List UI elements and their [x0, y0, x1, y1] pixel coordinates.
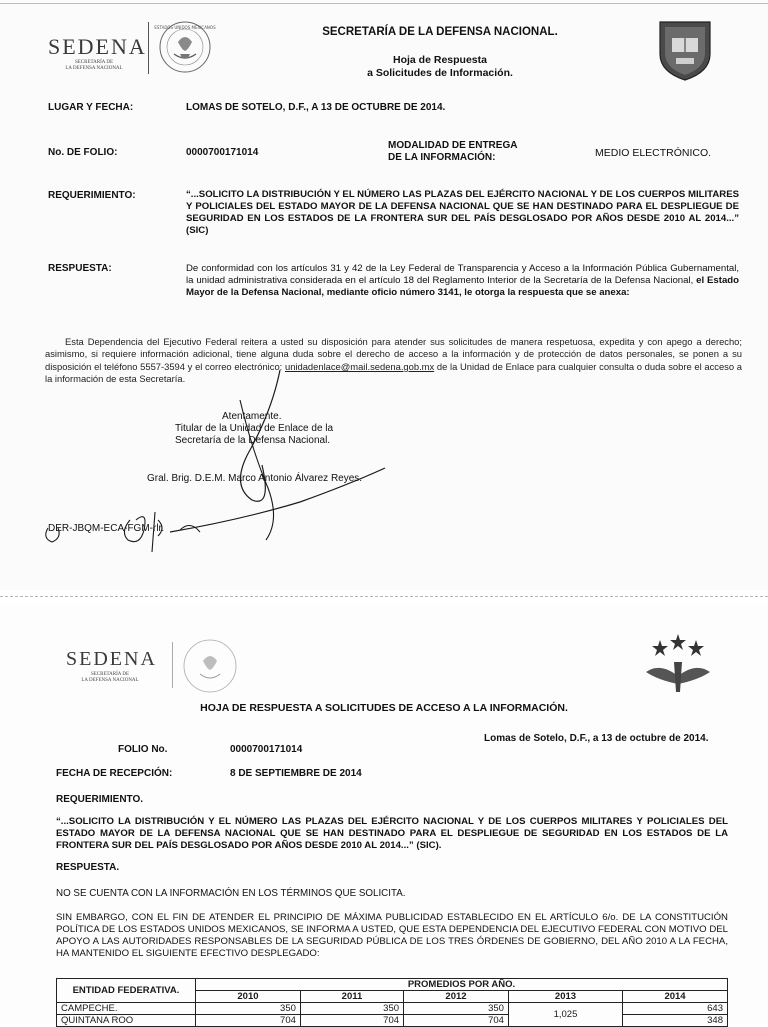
army-emblem-icon: [640, 632, 716, 700]
modalidad-label-line-1: MODALIDAD DE ENTREGA: [388, 140, 518, 151]
requerimiento-text-2: “...SOLICITO LA DISTRIBUCIÓN Y EL NÚMERO LAS PLAZAS DEL EJÉRCITO NACIONAL Y DE LOS CUERPOS MILITARES Y POLICIALES DEL ESTADO MAYOR DE LA DEFENSA NACIONAL QUE SE HAN DESTINADO PARA EL DESPLIEGUE DE SEGURIDAD EN LOS ESTADOS DE LA FRONTERA SUR DEL PAÍS DESGLOSADO POR AÑOS DESDE 2010 AL 2014...” (SIC).: [56, 816, 728, 851]
cell-value: 643: [623, 1003, 728, 1015]
row-entity: QUINTANA ROO: [57, 1015, 196, 1027]
closing-line-2: Titular de la Unidad de Enlace de la: [175, 423, 334, 434]
year-2010: 2010: [196, 991, 301, 1003]
table-header-row: [57, 979, 728, 991]
shield-crest-icon: [656, 18, 714, 82]
table-row: [57, 1015, 728, 1027]
respuesta-label: RESPUESTA:: [48, 263, 112, 274]
cell-value: 704: [404, 1015, 509, 1027]
sedena-logo-word: SEDENA: [48, 34, 147, 59]
fecha-recepcion-label: FECHA DE RECEPCIÓN:: [56, 768, 173, 779]
logo-sub-line-1: SECRETARÍA DE: [74, 60, 114, 65]
requerimiento-label-2: REQUERIMIENTO.: [56, 794, 144, 805]
response-page-2: [0, 604, 768, 1024]
col-group-header: PROMEDIOS POR AÑO.: [196, 979, 728, 991]
table-row: [57, 1003, 728, 1015]
national-seal-icon-2: [182, 638, 238, 694]
deployment-table: [56, 978, 728, 1027]
logo-sub-line-2: LA DEFENSA NACIONAL: [65, 66, 123, 71]
respuesta-line-2: SIN EMBARGO, CON EL FIN DE ATENDER EL PRINCIPIO DE MÁXIMA PUBLICIDAD ESTABLECIDO EN EL ARTÍCULO 6/o. DE LA CONSTITUCIÓN POLÍTICA DE LOS ESTADOS UNIDOS MEXICANOS, SE INFORMA A USTED, QUE ESTA DEPENDENCIA DEL EJECUTIVO FEDERAL CON MOTIVO DEL APOYO A LAS AUTORIDADES RESPONSABLES DE LA SEGURIDAD PÚBLICA DE LOS TRES ÓRDENES DE GOBIERNO, DEL AÑO 2010 A LA FECHA, HA MANTENIDO EL SIGUIENTE EFECTIVO DESPLEGADO:: [56, 912, 728, 959]
national-seal-icon: [154, 20, 216, 74]
seal-text: ESTADOS UNIDOS MEXICANOS: [154, 25, 216, 30]
closing-atentamente: Atentamente.: [222, 411, 282, 422]
requerimiento-text: “...SOLICITO LA DISTRIBUCIÓN Y EL NÚMERO LAS PLAZAS DEL EJÉRCITO NACIONAL Y DE LOS CUERPOS MILITARES Y POLICIALES DEL ESTADO MAYOR DE LA DEFENSA NACIONAL QUE SE HAN DESTINADO PARA EL DESPLIEGUE DE SEGURIDAD EN LOS ESTADOS DE LA FRONTERA SUR DEL PAÍS DESGLOSADO POR AÑOS DESDE 2010 AL 2014...” (SIC): [186, 189, 739, 236]
respuesta-label-2: RESPUESTA.: [56, 862, 120, 873]
signer-name: Gral. Brig. D.E.M. Marco Antonio Álvarez Reyes.: [147, 473, 363, 484]
respuesta-text-plain: De conformidad con los artículos 31 y 42 de la Ley Federal de Transparencia y Acceso a la Información Pública Gubernamental, la unidad administrativa considerada en el artículo 18 del Reglamento Interior de la Secretaría de la Defensa Nacional,: [186, 263, 739, 286]
cell-value-2013-merged: 1,025: [508, 1003, 622, 1027]
lugar-value: LOMAS DE SOTELO, D.F., A 13 DE OCTUBRE DE 2014.: [186, 102, 446, 113]
handwritten-signature-icon: [40, 370, 400, 560]
cell-value: 704: [196, 1015, 301, 1027]
cell-value: 350: [196, 1003, 301, 1015]
logo-divider: [148, 22, 149, 74]
sedena-logo-word-2: SEDENA: [66, 648, 157, 670]
cell-value: 348: [623, 1015, 728, 1027]
contact-email-link[interactable]: unidadenlace@mail.sedena.gob.mx: [284, 360, 435, 372]
sedena-logo-subtitle-2: [66, 672, 154, 684]
cell-value: 350: [300, 1003, 403, 1015]
col-entity-header: ENTIDAD FEDERATIVA.: [57, 979, 196, 1003]
folio-label-2: FOLIO No.: [118, 744, 168, 755]
header-title: SECRETARÍA DE LA DEFENSA NACIONAL.: [322, 26, 558, 38]
year-2014: 2014: [623, 991, 728, 1003]
page-gap: [0, 590, 768, 604]
folio-value: 0000700171014: [186, 147, 259, 158]
year-2012: 2012: [404, 991, 509, 1003]
header-subtitle-2: a Solicitudes de Información.: [367, 67, 513, 79]
page-break-line: [0, 596, 768, 597]
header-subtitle-1: Hoja de Respuesta: [393, 54, 487, 66]
respuesta-line-1: NO SE CUENTA CON LA INFORMACIÓN EN LOS TÉRMINOS QUE SOLICITA.: [56, 888, 406, 899]
fecha-recepcion-value: 8 DE SEPTIEMBRE DE 2014: [230, 768, 362, 779]
modalidad-value: MEDIO ELECTRÓNICO.: [595, 147, 712, 159]
sedena-logo-subtitle: [48, 60, 140, 72]
row-entity: CAMPECHE.: [57, 1003, 196, 1015]
year-2011: 2011: [300, 991, 403, 1003]
cell-value: 350: [404, 1003, 509, 1015]
folio-label: No. DE FOLIO:: [48, 147, 118, 158]
contact-paragraph-b: de la Unidad de Enlace para cualquier consulta o duda sobre el acceso a la información de esta Secretaría.: [45, 360, 742, 385]
initials-reference: DER-JBQM-ECA-FGM-rlr.: [48, 523, 165, 534]
logo2-sub-line-2: LA DEFENSA NACIONAL: [81, 678, 139, 683]
logo2-sub-line-1: SECRETARÍA DE: [90, 672, 130, 677]
modalidad-label-line-2: DE LA INFORMACIÓN:: [388, 152, 496, 163]
respuesta-text: [186, 263, 739, 299]
folio-value-2: 0000700171014: [230, 744, 303, 755]
lugar-label: LUGAR Y FECHA:: [48, 102, 134, 113]
year-2013: 2013: [508, 991, 622, 1003]
requerimiento-label: REQUERIMIENTO:: [48, 190, 136, 201]
contact-paragraph-a: Esta Dependencia del Ejecutivo Federal reitera a usted su disposición para atender sus solicitudes de manera respetuosa, expedita y con apego a derecho; asimismo, si requiere información adicional, tiene alguna duda sobre el derecho de acceso a la información y de protección de datos personales, se ponen a su disposición el teléfono 5557-3594 y el correo electrónico:: [45, 336, 742, 372]
page2-title: HOJA DE RESPUESTA A SOLICITUDES DE ACCESO A LA INFORMACIÓN.: [200, 702, 568, 714]
logo-divider-2: [172, 642, 173, 688]
cell-value: 704: [300, 1015, 403, 1027]
respuesta-text-bold: el Estado Mayor de la Defensa Nacional, mediante oficio número 3141, le otorga la respuesta que se anexa:: [186, 275, 740, 298]
modalidad-label: [388, 140, 517, 164]
closing-line-3: Secretaría de la Defensa Nacional.: [175, 435, 331, 446]
place-date: Lomas de Sotelo, D.F., a 13 de octubre de 2014.: [484, 733, 709, 744]
